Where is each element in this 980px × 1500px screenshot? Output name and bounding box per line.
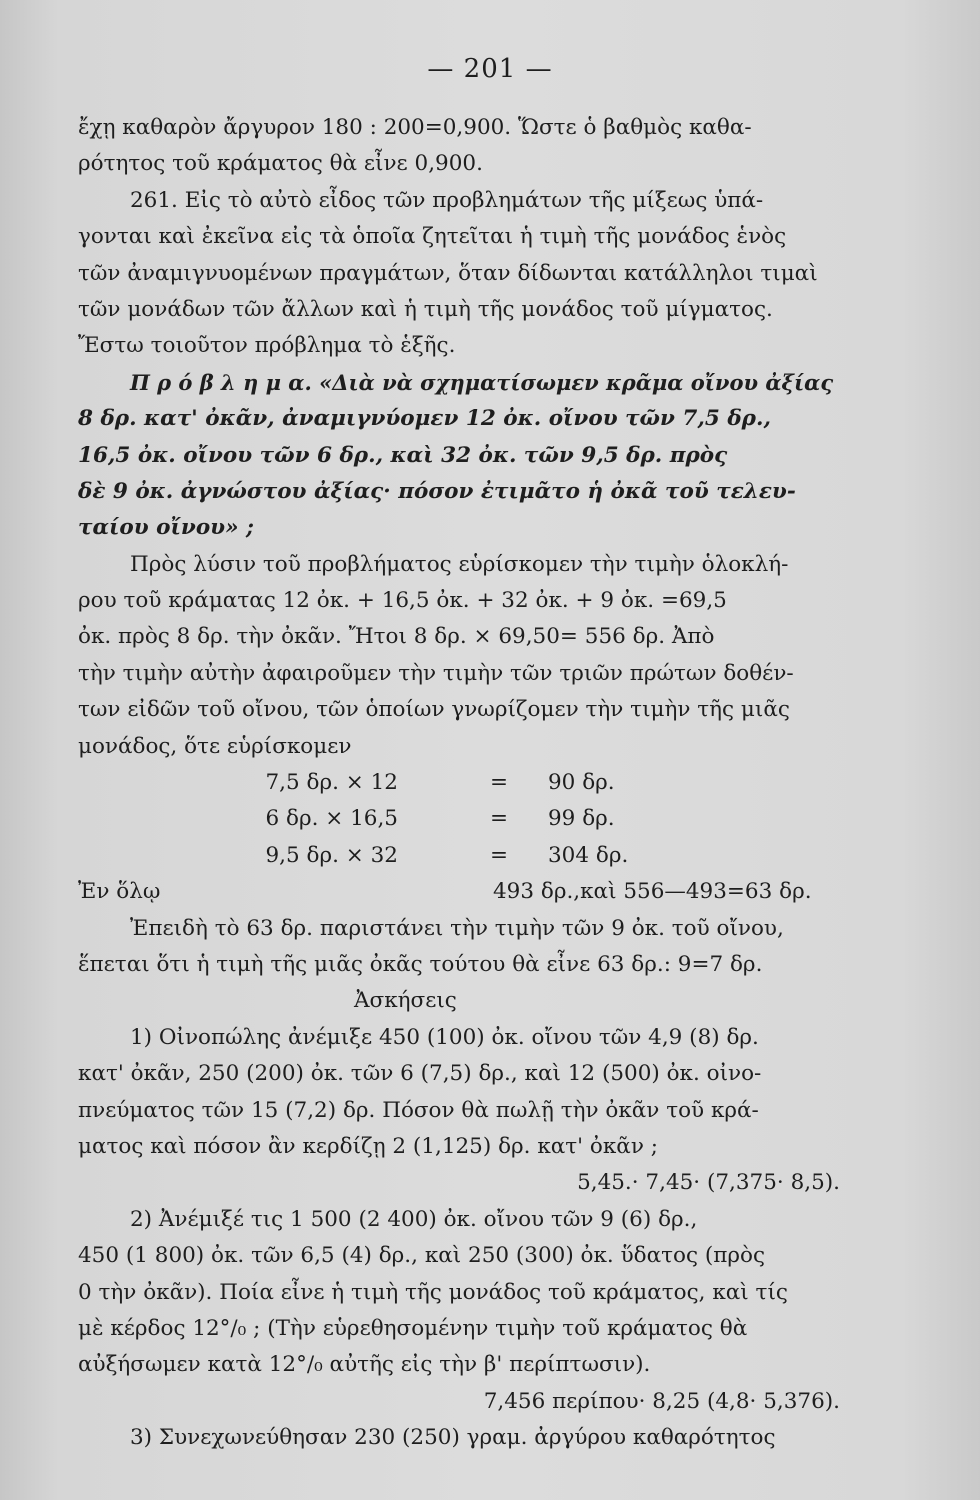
calc-row	[78, 801, 840, 837]
page-body	[78, 110, 840, 1456]
calc-row	[78, 838, 840, 874]
solution-text: των εἰδῶν τοῦ οἴνου, τῶν ὁποίων γνωρίζομεν τὴν τιμὴν τῆς μιᾶς	[78, 697, 790, 723]
section-261-start: 261. Εἰς τὸ αὐτὸ εἶδος τῶν προβλημάτων τῆς μίξεως ὑπά-	[130, 187, 764, 213]
problem-statement: Π ρ ό β λ η μ α. «Διὰ νὰ σχηματίσωμεν κρᾶμα οἴνου ἀξίας	[130, 369, 834, 395]
solution-text: Ἐπειδὴ τὸ 63 δρ. παριστάνει τὴν τιμὴν τῶν 9 ὀκ. τοῦ οἴνου,	[130, 915, 784, 941]
text-line: ρότητος τοῦ κράματος θὰ εἶνε 0,900.	[78, 151, 483, 177]
solution-text: ἕπεται ὅτι ἡ τιμὴ τῆς μιᾶς ὀκᾶς τούτου θὰ εἶνε 63 δρ.: 9=7 δρ.	[78, 951, 763, 977]
exercise-line: 2) Ἀνέμιξέ τις 1 500 (2 400) ὀκ. οἴνου τῶν 9 (6) δρ.,	[130, 1206, 698, 1232]
exercise-line: μὲ κέρδος 12°/₀ ; (Τὴν εὑρεθησομένην τιμὴν τοῦ κράματος θὰ	[78, 1315, 748, 1341]
calc-left: 7,5 δρ. × 12	[265, 770, 398, 796]
problem-statement: δὲ 9 ὀκ. ἀγνώστου ἀξίας· πόσον ἐτιμᾶτο ἡ ὀκᾶ τοῦ τελευ-	[78, 478, 796, 504]
calc-row	[78, 765, 840, 801]
calc-right: 304 δρ.	[548, 842, 629, 868]
calc-eq: =	[490, 806, 509, 832]
calc-eq: =	[490, 842, 509, 868]
calc-total-label: Ἐν ὅλῳ	[78, 879, 161, 905]
exercise-line: 0 τὴν ὀκᾶν). Ποία εἶνε ἡ τιμὴ τῆς μονάδος τοῦ κράματος, καὶ τίς	[78, 1279, 788, 1305]
problem-statement: 16,5 ὀκ. οἴνου τῶν 6 δρ., καὶ 32 ὀκ. τῶν 9,5 δρ. πρὸς	[78, 442, 728, 468]
calc-left: 6 δρ. × 16,5	[265, 806, 398, 832]
calc-right: 90 δρ.	[548, 770, 615, 796]
text-line: Ἔστω τοιοῦτον πρόβλημα τὸ ἑξῆς.	[78, 333, 456, 359]
exercise-line: κατ' ὀκᾶν, 250 (200) ὀκ. τῶν 6 (7,5) δρ., καὶ 12 (500) ὀκ. οἰνο-	[78, 1061, 762, 1087]
solution-text: τὴν τιμὴν αὐτὴν ἀφαιροῦμεν τὴν τιμὴν τῶν τριῶν πρώτων δοθέν-	[78, 660, 794, 686]
calc-right: 99 δρ.	[548, 806, 615, 832]
exercise-line: ματος καὶ πόσον ἂν κερδίζῃ 2 (1,125) δρ. κατ' ὀκᾶν ;	[78, 1133, 658, 1159]
text-line: τῶν μονάδων τῶν ἄλλων καὶ ἡ τιμὴ τῆς μονάδος τοῦ μίγματος.	[78, 296, 773, 322]
solution-text: Πρὸς λύσιν τοῦ προβλήματος εὑρίσκομεν τὴν τιμὴν ὁλοκλή-	[130, 551, 789, 577]
text-line: γονται καὶ ἐκεῖνα εἰς τὰ ὁποῖα ζητεῖται ἡ τιμὴ τῆς μονάδος ἑνὸς	[78, 224, 787, 250]
exercise-line: πνεύματος τῶν 15 (7,2) δρ. Πόσον θὰ πωλῇ τὴν ὀκᾶν τοῦ κρά-	[78, 1097, 759, 1123]
exercise-line: αὐξήσωμεν κατὰ 12°/₀ αὐτῆς εἰς τὴν β' περίπτωσιν).	[78, 1352, 651, 1378]
exercises-heading: Ἀσκήσεις	[354, 988, 457, 1014]
exercise-answer: 7,456 περίπου· 8,25 (4,8· 5,376).	[483, 1388, 840, 1414]
calc-total-row	[78, 874, 840, 910]
page-number: — 201 —	[427, 54, 553, 84]
solution-text: μονάδος, ὅτε εὑρίσκομεν	[78, 733, 352, 759]
text-line: ἔχῃ καθαρὸν ἄργυρον 180 : 200=0,900. Ὥστε ὁ βαθμὸς καθα-	[78, 115, 752, 140]
calc-eq: =	[490, 770, 509, 796]
solution-text: ὀκ. πρὸς 8 δρ. τὴν ὀκᾶν. Ἤτοι 8 δρ. × 69,50= 556 δρ. Ἀπὸ	[78, 624, 715, 650]
exercise-line: 450 (1 800) ὀκ. τῶν 6,5 (4) δρ., καὶ 250 (300) ὀκ. ὕδατος (πρὸς	[78, 1243, 765, 1269]
calc-left: 9,5 δρ. × 32	[265, 842, 398, 868]
calc-total-value: 493 δρ.,καὶ 556—493=63 δρ.	[493, 879, 812, 905]
exercise-answer: 5,45.· 7,45· (7,375· 8,5).	[577, 1170, 840, 1196]
solution-text: ρου τοῦ κράματας 12 ὀκ. + 16,5 ὀκ. + 32 ὀκ. + 9 ὀκ. =69,5	[78, 588, 727, 614]
problem-statement: ταίου οἴνου» ;	[78, 515, 254, 541]
exercise-line: 3) Συνεχωνεύθησαν 230 (250) γραμ. ἀργύρου καθαρότητος	[130, 1425, 776, 1451]
exercise-line: 1) Οἰνοπώλης ἀνέμιξε 450 (100) ὀκ. οἴνου τῶν 4,9 (8) δρ.	[130, 1024, 759, 1050]
text-line: τῶν ἀναμιγνυομένων πραγμάτων, ὅταν δίδωνται κατάλληλοι τιμαὶ	[78, 260, 818, 286]
problem-statement: 8 δρ. κατ' ὀκᾶν, ἀναμιγνύομεν 12 ὀκ. οἴνου τῶν 7,5 δρ.,	[78, 406, 771, 432]
